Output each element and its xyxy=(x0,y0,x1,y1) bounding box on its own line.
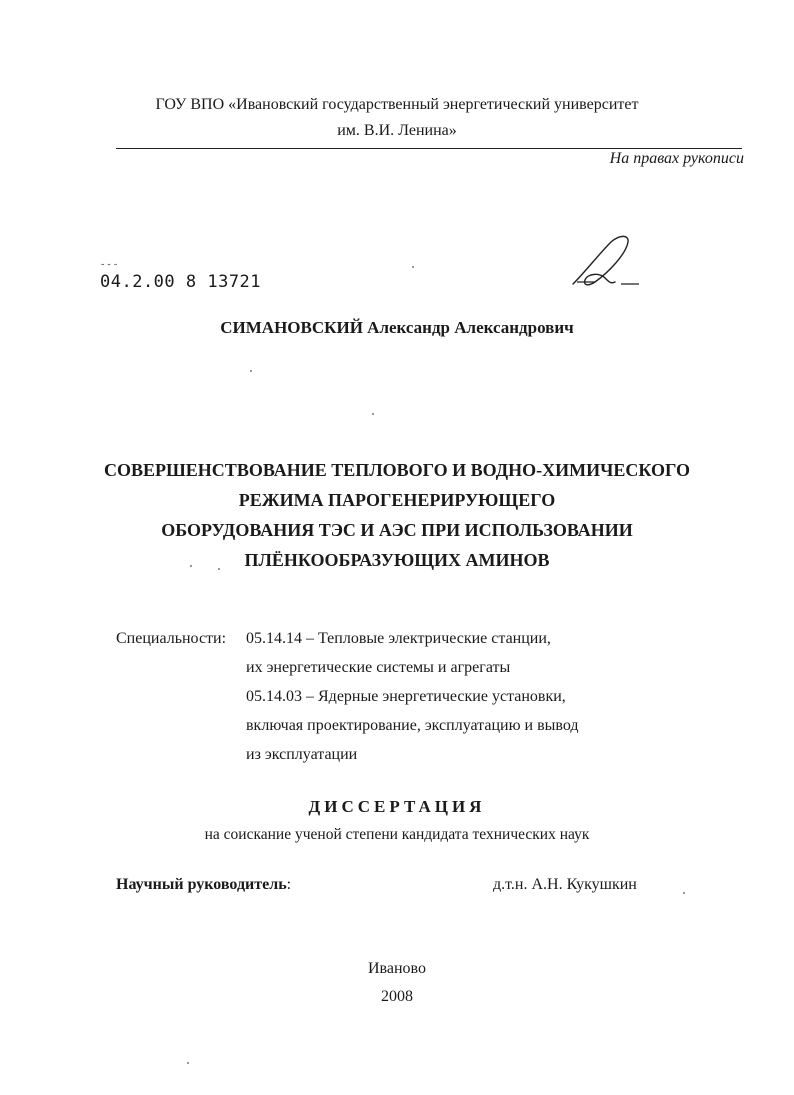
scan-speck xyxy=(187,1062,189,1064)
author-name: СИМАНОВСКИЙ Александр Александрович xyxy=(220,318,574,337)
registration-stamp: 04.2.00 8 13721 xyxy=(100,272,262,292)
year: 2008 xyxy=(381,988,413,1005)
scan-speck xyxy=(683,892,685,894)
specialty-line-1: 05.14.14 – Тепловые электрические станции, xyxy=(246,630,551,647)
dissertation-title xyxy=(0,455,794,575)
specialty-line-2: их энергетические системы и агрегаты xyxy=(246,659,511,676)
scan-speck xyxy=(218,568,220,570)
supervisor-label xyxy=(116,876,291,894)
scan-speck xyxy=(250,370,252,372)
scan-speck xyxy=(412,266,414,268)
header-rule xyxy=(116,148,742,149)
university-name-line2: им. В.И. Ленина» xyxy=(337,122,457,139)
title-line-4: ПЛЁНКООБРАЗУЮЩИХ АМИНОВ xyxy=(244,550,550,570)
specialty-line-4: включая проектирование, эксплуатацию и вывод xyxy=(246,717,579,734)
title-line-3: ОБОРУДОВАНИЯ ТЭС И АЭС ПРИ ИСПОЛЬЗОВАНИИ xyxy=(161,520,633,540)
rights-note: На правах рукописи xyxy=(609,150,744,167)
supervisor-colon: : xyxy=(286,876,292,893)
university-name-line1: ГОУ ВПО «Ивановский государственный энергетический университет xyxy=(155,96,639,113)
degree-line: на соискание ученой степени кандидата технических наук xyxy=(204,826,590,843)
stamp-ticks: ˘˘˘ xyxy=(100,264,120,274)
supervisor-name: д.т.н. А.Н. Кукушкин xyxy=(493,876,637,893)
dissertation-heading: ДИССЕРТАЦИЯ xyxy=(308,797,486,816)
title-line-2: РЕЖИМА ПАРОГЕНЕРИРУЮЩЕГО xyxy=(238,490,556,510)
scan-speck xyxy=(190,565,192,567)
supervisor-label-text: Научный руководитель xyxy=(116,876,287,893)
specialty-line-3: 05.14.03 – Ядерные энергетические установки, xyxy=(246,688,566,705)
scan-speck xyxy=(372,413,374,415)
specialties-label: Специальности: xyxy=(116,630,227,647)
city: Иваново xyxy=(367,960,426,977)
specialty-line-5: из эксплуатации xyxy=(246,746,358,763)
title-line-1: СОВЕРШЕНСТВОВАНИЕ ТЕПЛОВОГО И ВОДНО-ХИМИЧЕСКОГО xyxy=(104,460,690,480)
signature-image xyxy=(565,232,645,299)
